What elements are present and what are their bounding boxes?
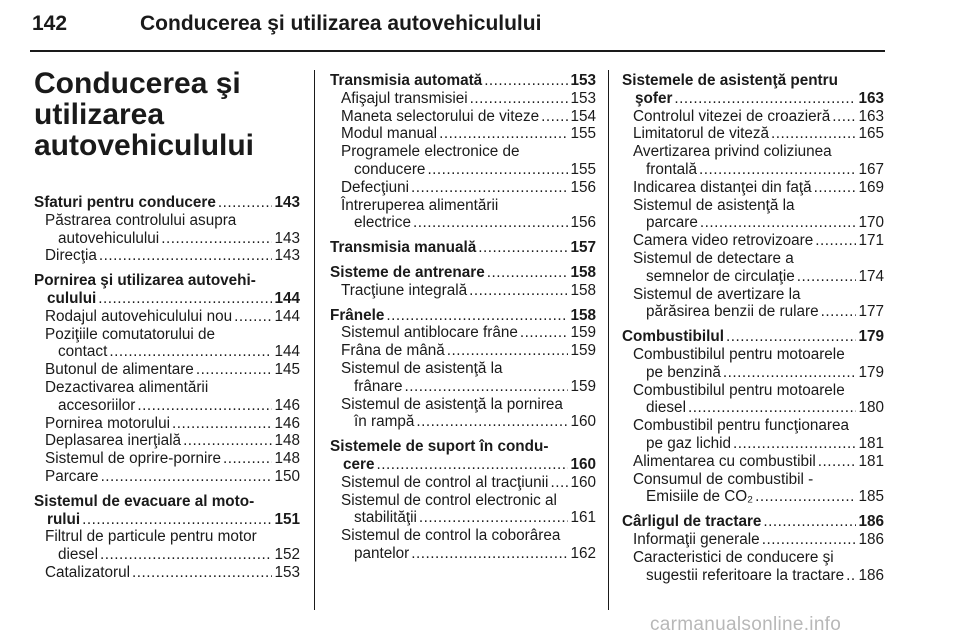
toc-page-number: 144: [274, 289, 300, 307]
toc-entry-title: pe benzină: [646, 363, 721, 381]
toc-entry-title: Camera video retrovizoare: [633, 232, 814, 250]
toc-entry-title: Direcţia: [45, 247, 97, 265]
toc-entry[interactable]: [622, 531, 884, 549]
toc-entry-title: Sistemul de asistenţă la: [633, 196, 795, 214]
toc-page-number: 165: [858, 125, 884, 143]
toc-entry-title: Modul manual: [341, 125, 438, 143]
toc-entry-title: Sistemul antiblocare frâne: [341, 324, 518, 342]
toc-entry-title: Dezactivarea alimentării: [45, 378, 209, 396]
column-divider: [314, 70, 315, 610]
toc-entry-title: părăsirea benzii de rulare: [646, 303, 819, 321]
toc-page-number: 158: [570, 281, 596, 299]
toc-entry-title: Sistemul de avertizare la: [633, 285, 801, 303]
toc-entry-title: accesoriilor: [58, 396, 136, 414]
toc-page-number: 158: [570, 263, 596, 281]
toc-entry-title: Frâna de mână: [341, 342, 445, 360]
dot-leader: [726, 328, 856, 346]
toc-page-number: 170: [858, 214, 884, 232]
toc-entry[interactable]: [622, 382, 884, 418]
toc-page-number: 160: [570, 455, 596, 473]
dot-leader: [234, 308, 272, 326]
toc-page-number: 153: [274, 563, 300, 581]
toc-entry-title: Avertizarea privind coliziunea: [633, 143, 832, 161]
toc-entry-title: Tracţiune integrală: [341, 281, 468, 299]
dot-leader: [132, 564, 272, 582]
toc-entry-title: Sistemele de suport în condu-: [330, 438, 549, 456]
dot-leader: [447, 342, 569, 360]
toc-page-number: 161: [570, 509, 596, 527]
toc-entry[interactable]: [622, 286, 884, 322]
dot-leader: [98, 290, 272, 308]
toc-page-number: 163: [858, 107, 884, 125]
toc-entry-title: Limitatorul de viteză: [633, 125, 770, 143]
dot-leader: [541, 108, 568, 126]
toc-entry-title: Sistemul de asistenţă la: [341, 359, 503, 377]
dot-leader: [674, 90, 856, 108]
toc-page-number: 154: [570, 107, 596, 125]
toc-entry-title: diesel: [58, 546, 98, 564]
toc-entry-title: semnelor de circulaţie: [646, 267, 795, 285]
toc-entry-title: conducere: [354, 160, 426, 178]
toc-entry[interactable]: [330, 125, 596, 143]
dot-leader: [733, 435, 856, 453]
toc-entry[interactable]: [34, 308, 300, 326]
toc-entry[interactable]: [622, 125, 884, 143]
toc-entry[interactable]: [330, 179, 596, 197]
dot-leader: [411, 179, 568, 197]
toc-entry-title: rului: [47, 510, 81, 528]
column-divider: [608, 70, 609, 610]
toc-entry[interactable]: [330, 282, 596, 300]
toc-page-number: 155: [570, 160, 596, 178]
toc-section[interactable]: [34, 194, 300, 212]
toc-entry-title: Programele electronice de: [341, 143, 520, 161]
toc-entry-title: Pornirea motorului: [45, 414, 170, 432]
dot-leader: [550, 474, 568, 492]
dot-leader: [183, 432, 272, 450]
toc-page-number: 181: [858, 452, 884, 470]
toc-entry[interactable]: [330, 474, 596, 492]
chapter-title-line: autovehiculului: [34, 129, 255, 162]
dot-leader: [109, 343, 272, 361]
toc-entry-title: Combustibil pentru funcţionarea: [633, 417, 849, 435]
toc-entry-title: Butonul de alimentare: [45, 361, 194, 379]
dot-leader: [688, 399, 857, 417]
toc-page-number: 186: [858, 513, 884, 531]
toc-section[interactable]: [330, 438, 596, 474]
dot-leader: [218, 194, 273, 212]
dot-leader: [832, 108, 856, 126]
toc-entry-title: Alimentarea cu combustibil: [633, 452, 816, 470]
toc-entry-title: Sistemul de detectare a: [633, 249, 794, 267]
dot-leader: [99, 247, 273, 265]
dot-leader: [815, 232, 856, 250]
toc-entry-title: în rampă: [354, 413, 415, 431]
toc-column-2: [330, 72, 596, 563]
toc-page-number: 143: [274, 247, 300, 265]
toc-entry-title: pantelor: [354, 544, 410, 562]
toc-entry-title: Transmisia automată: [330, 72, 483, 89]
dot-leader: [439, 125, 568, 143]
toc-entry-title: Întreruperea alimentării: [341, 196, 499, 214]
header-divider: [30, 50, 885, 52]
toc-page-number: 177: [858, 303, 884, 321]
toc-entry-title: Combustibilul pentru motoarele: [633, 345, 845, 363]
toc-page-number: 181: [858, 434, 884, 452]
dot-leader: [700, 214, 857, 232]
dot-leader: [137, 397, 272, 415]
dot-leader: [846, 567, 856, 585]
dot-leader: [469, 282, 568, 300]
toc-entry-title: Păstrarea controlului asupra: [45, 211, 237, 229]
toc-page-number: 144: [274, 343, 300, 361]
chapter-title-line: Conducerea şi: [34, 67, 241, 100]
toc-page-number: 145: [274, 361, 300, 379]
dot-leader: [419, 509, 569, 527]
toc-page-number: 156: [570, 214, 596, 232]
toc-entry-title: Consumul de combustibil -: [633, 470, 814, 488]
toc-entry-title: Combustibilul: [622, 328, 724, 346]
toc-entry-title: Poziţiile comutatorului de: [45, 325, 216, 343]
toc-entry-title: stabilităţii: [354, 509, 417, 527]
toc-page-number: 162: [570, 544, 596, 562]
toc-page-number: 179: [858, 363, 884, 381]
dot-leader: [100, 546, 273, 564]
toc-entry-title: Sistemul de oprire-pornire: [45, 450, 221, 468]
toc-entry-title: Defecţiuni: [341, 178, 410, 196]
toc-entry-title: Sisteme de antrenare: [330, 263, 485, 281]
toc-page-number: 143: [274, 229, 300, 247]
toc-entry-title: Rodajul autovehiculului nou: [45, 307, 233, 325]
dot-leader: [818, 453, 857, 471]
dot-leader: [723, 364, 857, 382]
toc-entry[interactable]: [622, 549, 884, 585]
toc-entry[interactable]: [330, 342, 596, 360]
toc-page-number: 180: [858, 399, 884, 417]
page-header: [30, 2, 890, 46]
toc-entry-title: Cârligul de tractare: [622, 513, 762, 531]
toc-entry-title: Emisiile de CO₂: [646, 488, 754, 506]
toc-entry[interactable]: [34, 247, 300, 265]
toc-entry[interactable]: [330, 197, 596, 233]
toc-page-number: 160: [570, 413, 596, 431]
toc-entry-title: Sistemul de control la coborârea: [341, 527, 561, 545]
toc-page-number: 157: [570, 239, 596, 257]
toc-entry[interactable]: [622, 250, 884, 286]
toc-entry[interactable]: [330, 324, 596, 342]
toc-entry-title: şofer: [635, 89, 673, 107]
toc-entry-title: Sistemul de evacuare al moto-: [34, 492, 255, 510]
toc-page-number: 171: [858, 232, 884, 250]
toc-entry-title: Indicarea distanţei din faţă: [633, 178, 812, 196]
toc-page-number: 160: [570, 473, 596, 491]
toc-entry-title: Informaţii generale: [633, 530, 760, 548]
toc-entry-title: Frânele: [330, 306, 385, 324]
toc-page-number: 152: [274, 546, 300, 564]
toc-page-number: 146: [274, 396, 300, 414]
toc-page-number: 143: [274, 194, 300, 211]
toc-page-number: 159: [570, 324, 596, 342]
toc-page-number: 158: [570, 306, 596, 324]
toc-entry[interactable]: [330, 492, 596, 528]
toc-entry-title: Maneta selectorului de viteze: [341, 107, 540, 125]
dot-leader: [196, 361, 273, 379]
toc-section[interactable]: [622, 328, 884, 346]
dot-leader: [484, 72, 568, 90]
toc-page-number: 169: [858, 178, 884, 196]
toc-entry[interactable]: [330, 143, 596, 179]
dot-leader: [427, 161, 568, 179]
toc-page-number: 144: [274, 307, 300, 325]
toc-entry[interactable]: [330, 396, 596, 432]
toc-entry-title: diesel: [646, 399, 686, 417]
dot-leader: [172, 415, 272, 433]
toc-entry-title: Filtrul de particule pentru motor: [45, 528, 257, 546]
toc-entry[interactable]: [34, 468, 300, 486]
toc-entry-title: Combustibilul pentru motoarele: [633, 381, 845, 399]
dot-leader: [771, 125, 856, 143]
toc-entry[interactable]: [622, 417, 884, 453]
toc-page-number: 151: [274, 510, 300, 528]
dot-leader: [101, 468, 273, 486]
dot-leader: [762, 531, 857, 549]
toc-entry-title: Deplasarea inerţială: [45, 432, 182, 450]
watermark: carmanualsonline.info: [650, 614, 842, 635]
toc-page-number: 153: [570, 89, 596, 107]
dot-leader: [161, 230, 272, 248]
chapter-title: [34, 68, 300, 161]
toc-entry-title: contact: [58, 343, 108, 361]
toc-section[interactable]: [622, 72, 884, 108]
toc-section[interactable]: [34, 272, 300, 308]
dot-leader: [755, 488, 856, 506]
dot-leader: [478, 239, 568, 257]
toc-page-number: 159: [570, 342, 596, 360]
toc-entry[interactable]: [34, 361, 300, 379]
toc-page-number: 174: [858, 267, 884, 285]
toc-entry-title: Sistemul de control al tracţiunii: [341, 473, 549, 491]
dot-leader: [404, 378, 568, 396]
toc-section[interactable]: [330, 239, 596, 257]
toc-entry-title: Sfaturi pentru conducere: [34, 194, 216, 211]
toc-page-number: 148: [274, 432, 300, 450]
toc-entry-title: Afişajul transmisiei: [341, 89, 468, 107]
toc-entry[interactable]: [330, 527, 596, 563]
toc-page-number: 150: [274, 467, 300, 485]
dot-leader: [386, 307, 568, 325]
toc-entry-title: Parcare: [45, 467, 99, 485]
toc-entry-title: Pornirea şi utilizarea autovehi-: [34, 272, 256, 290]
toc-entry-title: culului: [47, 289, 97, 307]
toc-entry[interactable]: [622, 179, 884, 197]
toc-entry[interactable]: [34, 450, 300, 468]
toc-page-number: 146: [274, 414, 300, 432]
toc-page-number: 155: [570, 125, 596, 143]
toc-entry[interactable]: [330, 360, 596, 396]
toc-page-number: 163: [858, 89, 884, 107]
chapter-title-line: utilizarea: [34, 98, 165, 131]
toc-entry-title: Catalizatorul: [45, 563, 131, 581]
toc-entry-title: Transmisia manuală: [330, 239, 477, 257]
toc-entry[interactable]: [622, 471, 884, 507]
toc-entry[interactable]: [622, 108, 884, 126]
dot-leader: [223, 450, 272, 468]
toc-entry[interactable]: [34, 212, 300, 248]
toc-entry[interactable]: [330, 90, 596, 108]
toc-entry-title: parcare: [646, 214, 698, 232]
toc-page-number: 159: [570, 377, 596, 395]
toc-entry-title: pe gaz lichid: [646, 434, 732, 452]
toc-page-number: 153: [570, 72, 596, 89]
toc-entry-title: cere: [343, 455, 375, 473]
toc-entry[interactable]: [622, 197, 884, 233]
toc-page-number: 156: [570, 178, 596, 196]
toc-entry-title: Sistemele de asistenţă pentru: [622, 72, 838, 89]
dot-leader: [821, 303, 857, 321]
toc-section[interactable]: [622, 513, 884, 531]
toc-entry-title: frânare: [354, 377, 403, 395]
toc-entry-title: Controlul vitezei de croazieră: [633, 107, 831, 125]
dot-leader: [416, 413, 568, 431]
toc-entry[interactable]: [330, 108, 596, 126]
toc-entry-title: Sistemul de control electronic al: [341, 491, 557, 509]
toc-column-1: [34, 67, 300, 582]
toc-page-number: 186: [858, 530, 884, 548]
toc-entry[interactable]: [34, 379, 300, 415]
dot-leader: [413, 214, 569, 232]
toc-entry[interactable]: [622, 232, 884, 250]
dot-leader: [470, 90, 569, 108]
toc-section[interactable]: [34, 493, 300, 529]
dot-leader: [763, 513, 856, 531]
toc-entry-title: Caracteristici de conducere şi: [633, 548, 834, 566]
page-number: 142: [32, 12, 68, 35]
dot-leader: [520, 324, 569, 342]
toc-entry-title: autovehiculului: [58, 229, 160, 247]
toc-page-number: 179: [858, 328, 884, 346]
toc-entry[interactable]: [622, 143, 884, 179]
toc-section[interactable]: [330, 264, 596, 282]
toc-entry-title: sugestii referitoare la tractare: [646, 566, 845, 584]
toc-section[interactable]: [330, 72, 596, 90]
toc-entry[interactable]: [34, 415, 300, 433]
dot-leader: [487, 264, 569, 282]
toc-column-3: [622, 72, 884, 584]
toc-entry[interactable]: [34, 528, 300, 564]
dot-leader: [376, 456, 568, 474]
toc-section[interactable]: [330, 307, 596, 325]
toc-entry[interactable]: [34, 326, 300, 362]
toc-page-number: 148: [274, 450, 300, 468]
dot-leader: [814, 179, 857, 197]
toc-entry[interactable]: [34, 564, 300, 582]
dot-leader: [82, 511, 272, 529]
dot-leader: [699, 161, 856, 179]
header-title: Conducerea şi utilizarea autovehiculului: [140, 12, 542, 35]
toc-entry[interactable]: [622, 346, 884, 382]
toc-page-number: 167: [858, 160, 884, 178]
toc-entry-title: Sistemul de asistenţă la pornirea: [341, 395, 563, 413]
dot-leader: [797, 268, 857, 286]
toc-page-number: 186: [858, 566, 884, 584]
toc-entry[interactable]: [622, 453, 884, 471]
dot-leader: [411, 545, 568, 563]
toc-entry[interactable]: [34, 432, 300, 450]
toc-page-number: 185: [858, 488, 884, 506]
toc-entry-title: electrice: [354, 214, 411, 232]
toc-entry-title: frontală: [646, 160, 698, 178]
